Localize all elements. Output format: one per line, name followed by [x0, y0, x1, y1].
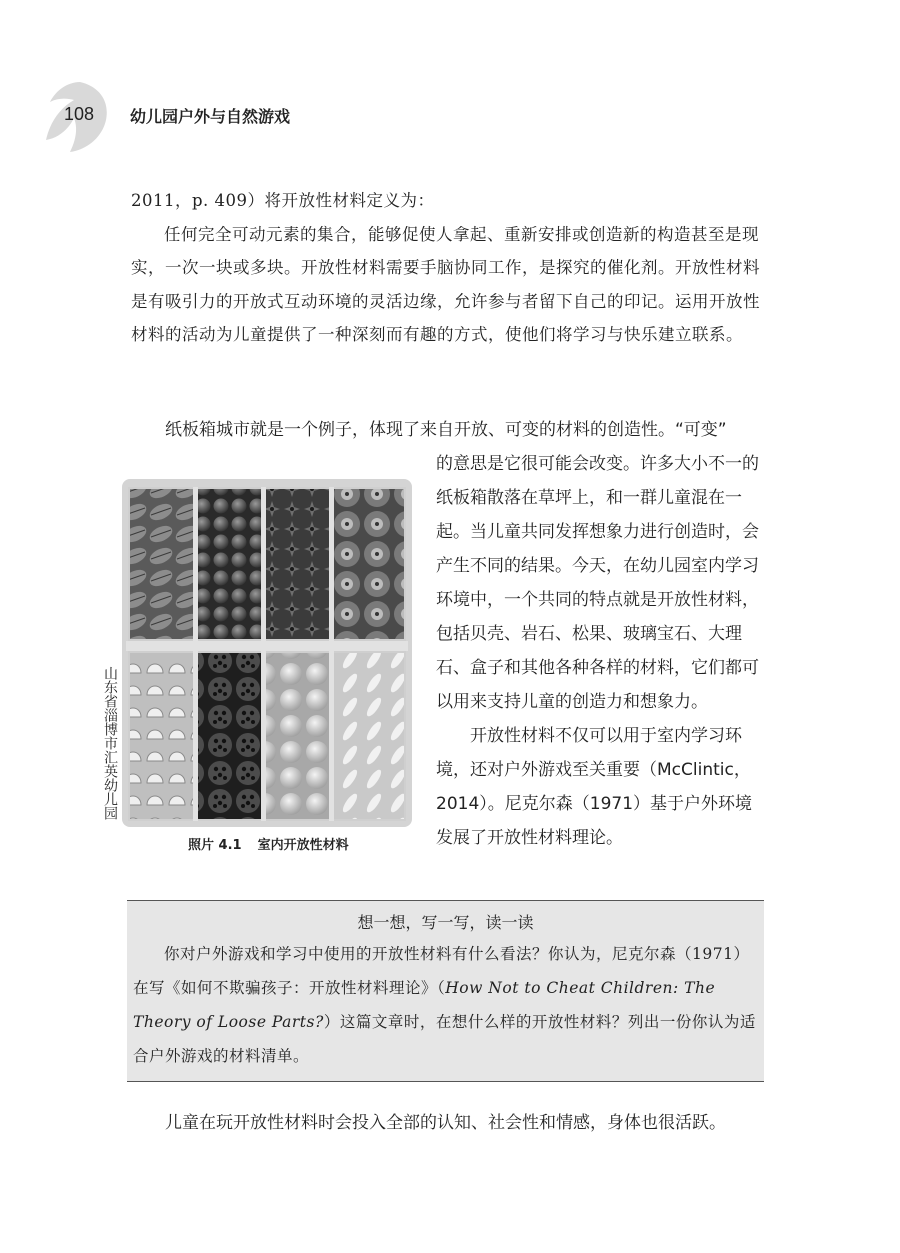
running-title: 幼儿园户外与自然游戏 [130, 107, 291, 126]
photo-caption [188, 834, 349, 853]
loose-parts-photo [122, 479, 412, 827]
think-box-text-b: ）这篇文章时，在想什么样的开放性材料？列出一份你认为适合户外游戏的材料清单。 [133, 1013, 756, 1065]
think-box-text-a: 你对户外游戏和学习中使用的开放性材料有什么看法？你认为，尼克尔森（1971）在写《如何不欺骗孩子：开放性材料理论》（ [133, 945, 750, 997]
think-box-text [133, 937, 757, 1073]
quote-body: 任何完全可动元素的集合，能够促使人拿起、重新安排或创造新的构造甚至是现实，一次一块或多块。开放性材料需要手脑协同工作，是探究的催化剂。开放性材料是有吸引力的开放式互动环境的灵活边缘，允许参与者留下自己的印记。运用开放性材料的活动为儿童提供了一种深刻而有趣的方式，使他们将学习与快乐建立联系。 [131, 224, 760, 345]
quote-lead: 2011，p. 409）将开放性材料定义为： [131, 191, 435, 210]
right-column [436, 447, 766, 855]
paragraph-2: 开放性材料不仅可以用于室内学习环境，还对户外游戏至关重要（McClintic，2014）。尼克尔森（1971）基于户外环境发展了开放性材料理论。 [436, 726, 753, 848]
photo-caption-label: 照片 4.1 [188, 838, 242, 853]
think-box-english-title: How Not to Cheat Children: The Theory of Loose Parts? [133, 979, 716, 1031]
think-box-title: 想一想，写一写，读一读 [357, 913, 534, 932]
paragraph-1-rest: 的意思是它很可能会改变。许多大小不一的纸板箱散落在草坪上，和一群儿童混在一起。当儿童共同发挥想象力进行创造时，会产生不同的结果。今天，在幼儿园室内学习环境中，一个共同的特点就是开放性材料，包括贝壳、岩石、松果、玻璃宝石、大理石、盒子和其他各种各样的材料，它们都可以用来支持儿童的创造力和想象力。 [436, 454, 759, 712]
think-write-read-box [127, 900, 764, 1082]
quote-block [131, 184, 767, 352]
photo-credit: 山东省淄博市汇英幼儿园 [102, 666, 118, 820]
paragraph-1-first-line: 纸板箱城市就是一个例子，体现了来自开放、可变的材料的创造性。“可变” [165, 420, 727, 440]
photo-caption-text: 室内开放性材料 [257, 838, 349, 853]
closing-paragraph: 儿童在玩开放性材料时会投入全部的认知、社会性和情感，身体也很活跃。 [165, 1113, 726, 1133]
page-number: 108 [64, 104, 95, 124]
